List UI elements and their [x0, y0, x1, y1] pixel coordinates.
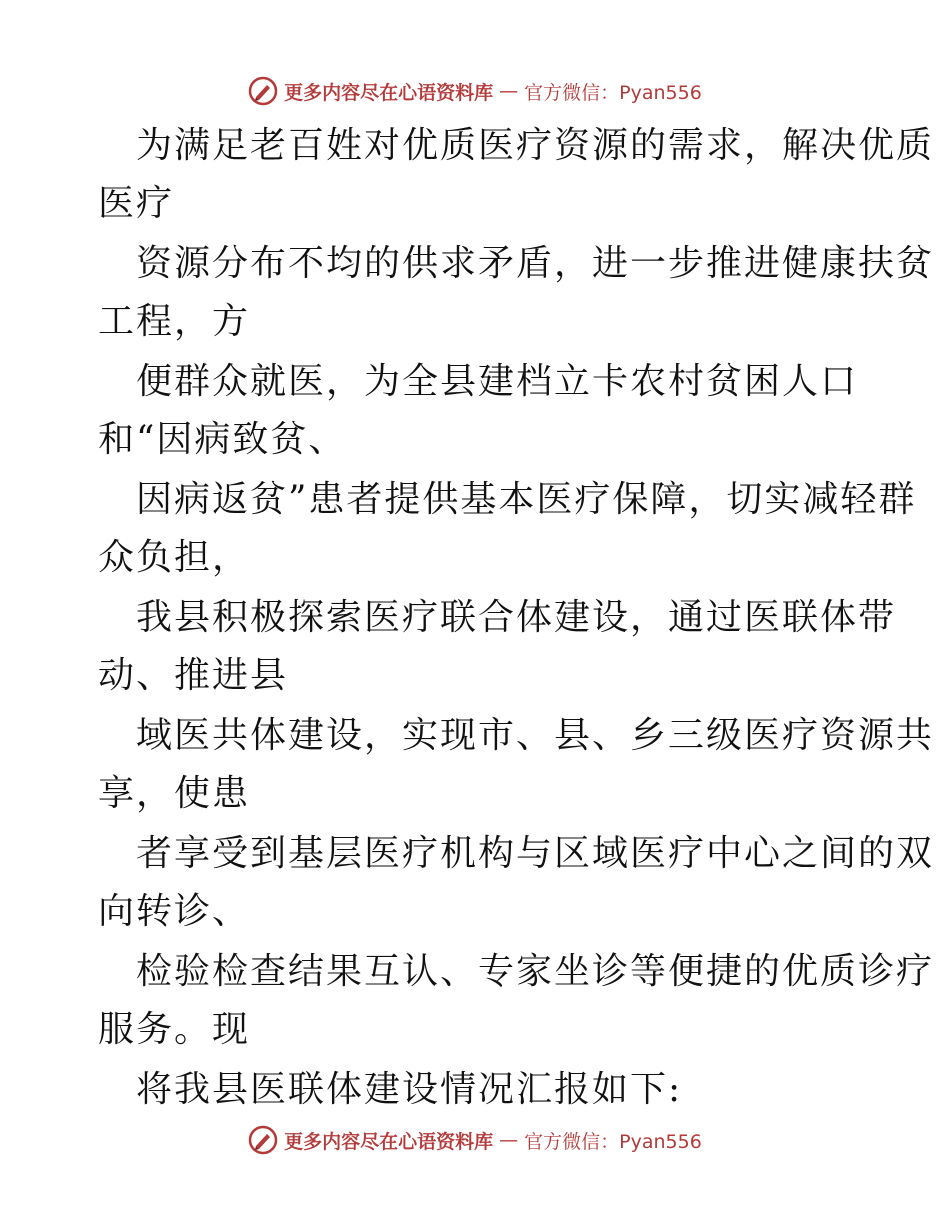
pen-in-circle-logo-icon [248, 76, 278, 106]
watermark-separator: — [499, 80, 519, 102]
header-watermark [0, 71, 950, 111]
paragraph-line: 向转诊、 [98, 891, 251, 932]
paragraph-line: 享，使患 [98, 773, 251, 814]
watermark-contact: 官方微信：Pyan556 [524, 1130, 702, 1153]
paragraph-line: 域医共体建设，实现市、县、乡三级医疗资源共 [136, 715, 935, 756]
paragraph-line: 众负担， [98, 537, 251, 578]
paragraph-line: 和“因病致贫、 [98, 419, 347, 460]
paragraph-line: 便群众就医，为全县建档立卡农村贫困人口 [136, 361, 859, 402]
watermark-brand: 更多内容尽在心语资料库 [284, 81, 494, 104]
paragraph-line: 为满足老百姓对优质医疗资源的需求，解决优质 [136, 125, 935, 166]
paragraph-line: 者享受到基层医疗机构与区域医疗中心之间的双 [136, 833, 935, 874]
paragraph-line: 我县积极探索医疗联合体建设，通过医联体带 [136, 597, 897, 638]
pen-in-circle-logo-icon [248, 1125, 278, 1155]
paragraph-line: 将我县医联体建设情况汇报如下: [136, 1069, 683, 1110]
footer-watermark [0, 1120, 950, 1160]
watermark-contact: 官方微信：Pyan556 [524, 81, 702, 104]
paragraph-line: 资源分布不均的供求矛盾，进一步推进健康扶贫 [136, 243, 935, 284]
paragraph-line: 医疗 [98, 183, 175, 224]
paragraph-line: 因病返贫”患者提供基本医疗保障，切实减轻群 [136, 479, 917, 520]
paragraph-line: 检验检查结果互认、专家坐诊等便捷的优质诊疗 [136, 951, 935, 992]
paragraph-line: 工程，方 [98, 301, 251, 342]
watermark-separator: — [499, 1129, 519, 1151]
watermark-brand: 更多内容尽在心语资料库 [284, 1130, 494, 1153]
paragraph-line: 服务。现 [98, 1009, 251, 1050]
paragraph-line: 动、推进县 [98, 655, 289, 696]
